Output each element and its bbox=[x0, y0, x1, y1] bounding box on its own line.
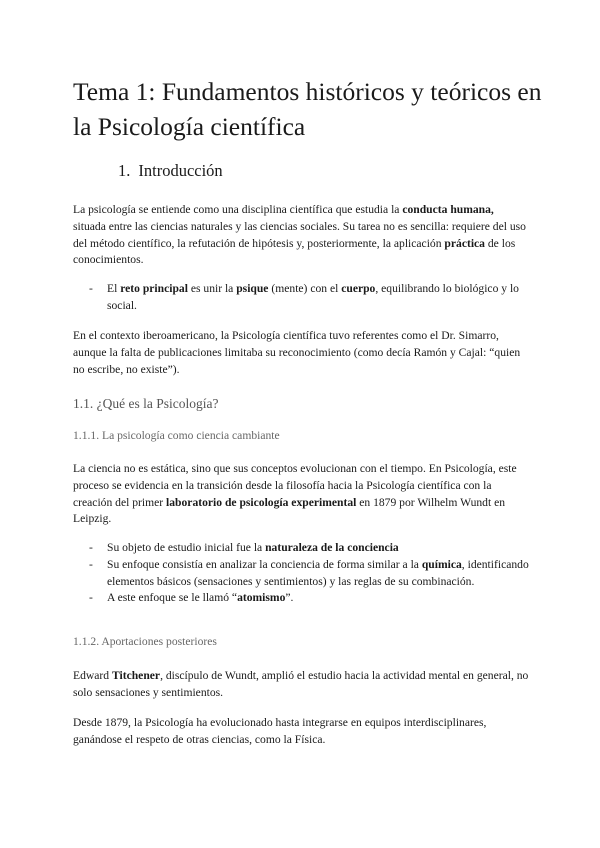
subsection-heading-que-es: 1.1. ¿Qué es la Psicología? bbox=[73, 396, 219, 411]
dash-marker: - bbox=[89, 591, 93, 605]
text-run: A este enfoque se le llamó “ bbox=[107, 591, 238, 605]
text-run: , equilibrando lo biológico y lo social. bbox=[107, 282, 519, 312]
bold-term: cuerpo bbox=[341, 282, 376, 295]
list-item bbox=[73, 557, 529, 591]
bold-term: conducta humana, bbox=[402, 203, 494, 216]
bold-term: química bbox=[421, 557, 462, 571]
text-run: , identificando elementos básicos (sensaciones y sentimientos) y las reglas de su combinación. bbox=[107, 557, 529, 588]
text-run: es unir la bbox=[187, 282, 237, 295]
text-run: de los conocimientos. bbox=[73, 236, 516, 267]
text-run: Edward bbox=[73, 669, 112, 682]
text-run: La ciencia no es estática, sino que sus conceptos evolucionan con el tiempo. En Psicología, este proceso se evidencia en la transición desde la filosofía hacia la Psicología científica con la creación del primer bbox=[73, 462, 517, 509]
ciencia-cambiante-paragraph bbox=[73, 461, 529, 528]
text-run: (mente) con el bbox=[268, 282, 342, 295]
section-heading-introduccion bbox=[118, 160, 223, 182]
intro-paragraph-1 bbox=[73, 202, 529, 269]
evolucion-paragraph: Desde 1879, la Psicología ha evolucionado hasta integrarse en equipos interdisciplinares, ganándose el respeto de otras ciencias, como la Física. bbox=[73, 716, 487, 746]
intro-paragraph-2: En el contexto iberoamericano, la Psicología científica tuvo referentes como el Dr. Simarro, aunque la falta de publicaciones limitaba su reconocimiento (como decía Ramón y Cajal: “quien no escribe, no existe”). bbox=[73, 329, 521, 376]
list-item bbox=[73, 590, 529, 607]
dash-marker: - bbox=[89, 282, 93, 295]
dash-marker: - bbox=[89, 557, 93, 571]
text-run: Su objeto de estudio inicial fue la bbox=[107, 541, 266, 554]
bold-term: laboratorio de psicología experimental bbox=[166, 495, 357, 509]
text-run: ”. bbox=[285, 591, 294, 605]
text-run: Su enfoque consistía en analizar la conciencia de forma similar a la bbox=[107, 557, 422, 571]
bold-term: naturaleza de la conciencia bbox=[265, 541, 399, 554]
bold-term: práctica bbox=[444, 236, 485, 250]
subsubsection-heading-aportaciones: 1.1.2. Aportaciones posteriores bbox=[73, 635, 217, 648]
wundt-bullet-list bbox=[73, 540, 529, 607]
text-run: situada entre las ciencias naturales y las ciencias sociales. Su tarea no es sencilla: requiere del uso del método científico, la refutación de hipótesis y, posteriormente, la aplicación bbox=[73, 219, 526, 250]
bold-term: psique bbox=[236, 282, 269, 295]
page-title: Tema 1: Fundamentos históricos y teóricos en la Psicología científica bbox=[73, 77, 542, 141]
dash-marker: - bbox=[89, 541, 93, 554]
bold-term: Titchener bbox=[111, 669, 161, 682]
section-number: 1. bbox=[118, 161, 131, 180]
section-label: Introducción bbox=[138, 161, 223, 180]
text-run: , discípulo de Wundt, amplió el estudio hacia la actividad mental en general, no solo sensaciones y sentimientos. bbox=[73, 669, 529, 699]
subsubsection-heading-ciencia-cambiante: 1.1.1. La psicología como ciencia cambiante bbox=[73, 429, 280, 442]
bold-term: reto principal bbox=[120, 282, 188, 295]
list-item bbox=[73, 281, 529, 315]
text-run: La psicología se entiende como una disciplina científica que estudia la bbox=[73, 203, 403, 216]
intro-bullet-list bbox=[73, 281, 529, 315]
text-run: en 1879 por Wilhelm Wundt en Leipzig. bbox=[73, 495, 506, 526]
titchener-paragraph bbox=[73, 668, 529, 702]
list-item bbox=[73, 540, 529, 557]
text-run: El bbox=[107, 282, 121, 295]
bold-term: atomismo bbox=[237, 591, 286, 605]
